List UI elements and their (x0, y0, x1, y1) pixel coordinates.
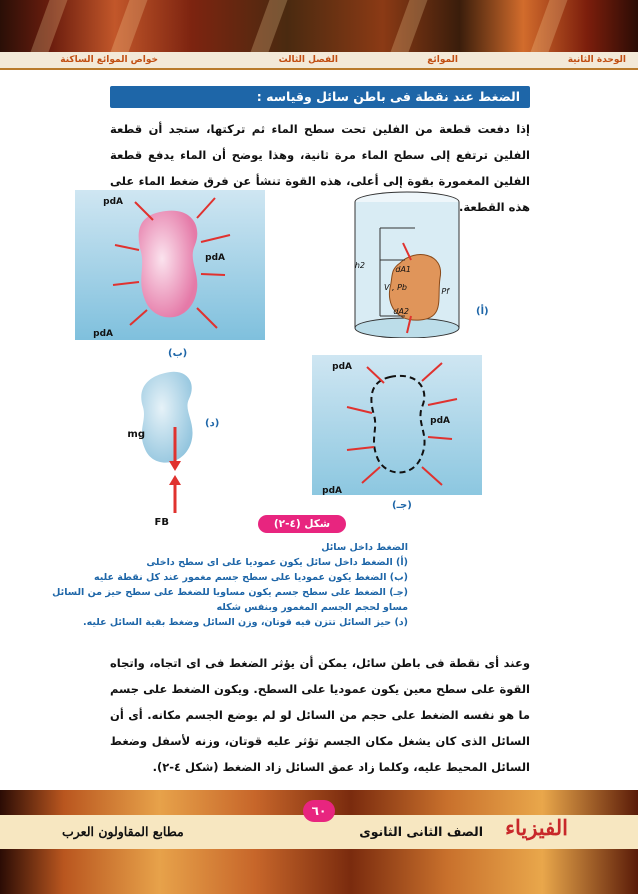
caption-line: (جـ) الضغط على سطح جسم يكون مساويا للضغط على سطح حيز من السائل (52, 587, 408, 598)
figure-c (312, 355, 482, 495)
header-chapter: الفصل الثالث (278, 55, 338, 65)
pdA-label-bottom: pdA (93, 329, 113, 339)
pdA-c-top: pdA (332, 362, 352, 372)
intro-paragraph: إذا دفعت قطعة من الفلين تحت سطح الماء ثم تركتها، ستجد أن قطعة الفلين ترتفع إلى سطح الماء مرة ثانية، وهذا يوضح أن الماء يدفع قطعة الفلين المغمورة بقوة إلى أعلى، هذه القوة تنشأ عن فرق ضغط الماء على هذه القطعة. (110, 122, 530, 214)
caption-line: (أ) الضغط داخل سائل يكون عموديا على اى سطح داخلى (146, 557, 408, 568)
header-unit: الوحدة الثانية (567, 55, 626, 65)
dA2-label: dA2 (393, 307, 409, 316)
publisher-name: مطابع المقاولون العرب (62, 824, 184, 839)
section-title-text: الضغط عند نقطة فى باطن سائل وقياسه : (256, 89, 520, 104)
pdA-label-top: pdA (103, 197, 123, 207)
caption-line: (ب) الضغط يكون عموديا على سطح جسم مغمور عند كل نقطة عليه (93, 572, 408, 583)
pdA-c-bottom: pdA (322, 486, 342, 495)
pf-label: Pf (441, 287, 449, 296)
h2-label: h2 (354, 261, 365, 270)
figure-d-label: (د) (205, 418, 220, 429)
grade-label: الصف الثانى الثانوى (359, 824, 483, 839)
section-title (110, 86, 530, 108)
header-lesson: خواص الموائع الساكنة (60, 55, 158, 65)
mg-label: mg (127, 429, 145, 440)
pdA-c-right: pdA (430, 416, 450, 426)
figure-d (125, 365, 225, 530)
body-paragraph: وعند أى نقطة فى باطن سائل، يمكن أن يؤثر الضغط فى اى اتجاه، واتجاه القوة على سطح معين يكون عموديا على السطح. ويكون الضغط على جسم ما هو نفسه الضغط على حجم من السائل لو لم يوضع الجسم مكانه. أى أن السائل الذى كان يشغل مكان الجسم تؤثر عليه قوتان، وزنه لأسفل وضغط السائل المحيط عليه، وكلما زاد عمق السائل زاد الضغط (شكل ٤-٢). (110, 656, 530, 774)
pdA-label-right: pdA (205, 253, 225, 263)
chapter-header-bar (0, 52, 638, 70)
figure-number: شكل (٤-٢) (273, 518, 331, 530)
figure-b (75, 190, 265, 340)
caption-line: الضغط داخل سائل (321, 542, 408, 553)
figure-c-label: (جـ) (392, 500, 412, 511)
figure-caption-badge (258, 515, 346, 533)
page-number: ٦٠ (303, 800, 335, 822)
fb-label: FB (154, 517, 169, 528)
figure-a-label: (أ) (476, 306, 489, 317)
dA1-label: dA1 (395, 265, 411, 274)
figure-a (345, 188, 480, 338)
caption-line: مساو لحجم الجسم المغمور وبنفس شكله (216, 602, 408, 613)
figure-b-label: (ب) (168, 348, 188, 359)
subject-title: الفيزياء (505, 815, 568, 840)
caption-line: (د) حيز السائل تتزن فيه قوتان، وزن السائل وضغط بقية السائل عليه. (83, 617, 408, 628)
vpb-label: V , Pb (383, 283, 407, 292)
top-decorative-band (0, 0, 638, 52)
header-topic: الموائع (427, 55, 458, 65)
